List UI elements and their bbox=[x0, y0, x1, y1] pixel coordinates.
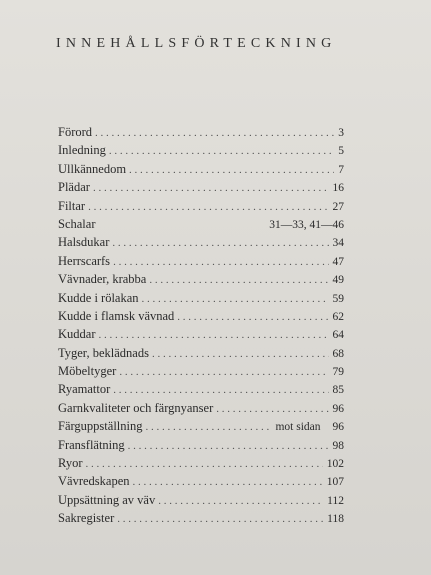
toc-entry-page: 27 bbox=[332, 200, 344, 213]
toc-entry bbox=[58, 160, 344, 178]
toc-entry-page: 96 bbox=[332, 421, 344, 434]
toc-entry bbox=[58, 380, 344, 398]
toc-entry-title: Förord bbox=[58, 125, 93, 139]
dot-leader bbox=[109, 142, 334, 160]
toc-entry-page: 107 bbox=[326, 476, 344, 489]
toc-entry bbox=[58, 472, 344, 490]
dot-leader bbox=[216, 400, 328, 418]
toc-entry-title: Plädar bbox=[58, 180, 90, 195]
toc-entry-page: 64 bbox=[332, 329, 344, 342]
dot-leader bbox=[142, 290, 329, 308]
toc-entry-page: 68 bbox=[332, 347, 344, 360]
toc-entry-page: 5 bbox=[338, 145, 344, 158]
toc-entry-title: Tyger, beklädnads bbox=[58, 345, 149, 360]
dot-leader bbox=[86, 455, 323, 473]
toc-entry-title: Ryamattor bbox=[58, 382, 111, 397]
dot-leader bbox=[152, 345, 329, 363]
toc-entry-title: Schalar bbox=[58, 216, 96, 231]
toc-entry bbox=[58, 289, 344, 307]
toc-entry-page: 34 bbox=[332, 237, 344, 250]
dot-leader bbox=[93, 179, 329, 197]
toc-entry bbox=[58, 417, 344, 435]
table-of-contents bbox=[58, 123, 344, 528]
toc-entry bbox=[58, 197, 344, 215]
toc-entry-page: 59 bbox=[332, 292, 344, 305]
dot-leader bbox=[129, 161, 334, 179]
page-heading: INNEHÅLLSFÖRTECKNING bbox=[56, 36, 337, 51]
toc-entry-title: Garnkvaliteter och färgnyanser bbox=[58, 400, 214, 415]
toc-entry-title: Kudde i rölakan bbox=[58, 290, 139, 305]
toc-entry bbox=[58, 344, 344, 362]
toc-entry-page: 112 bbox=[327, 494, 344, 507]
toc-entry bbox=[58, 436, 344, 454]
dot-leader bbox=[146, 418, 272, 436]
toc-entry-page: 96 bbox=[332, 402, 344, 415]
toc-entry-note: mot sidan bbox=[275, 421, 321, 434]
toc-entry-page: 85 bbox=[332, 384, 344, 397]
dot-leader bbox=[88, 198, 328, 216]
dot-leader bbox=[117, 510, 323, 528]
toc-entry-page: 79 bbox=[332, 366, 344, 379]
toc-entry-title: Vävredskapen bbox=[58, 474, 130, 489]
toc-entry-title: Ryor bbox=[58, 456, 83, 471]
toc-entry-title: Uppsättning av väv bbox=[58, 492, 156, 507]
toc-entry-title: Färguppställning bbox=[58, 419, 143, 434]
dot-leader bbox=[95, 124, 334, 142]
toc-entry bbox=[58, 325, 344, 343]
toc-entry-title: Herrscarfs bbox=[58, 253, 111, 268]
toc-entry-title: Fransflätning bbox=[58, 437, 125, 452]
toc-entry-page: 47 bbox=[332, 255, 344, 268]
dot-leader bbox=[128, 437, 329, 455]
toc-entry bbox=[58, 491, 344, 509]
dot-leader bbox=[119, 363, 328, 381]
toc-entry bbox=[58, 233, 344, 251]
toc-entry bbox=[58, 399, 344, 417]
toc-entry bbox=[58, 509, 344, 527]
dot-leader bbox=[158, 492, 323, 510]
toc-entry-title: Kudde i flamsk vävnad bbox=[58, 308, 175, 323]
toc-entry-page: 31—33, 41—46 bbox=[269, 218, 344, 231]
toc-entry-title: Filtar bbox=[58, 198, 86, 213]
toc-entry bbox=[58, 123, 344, 141]
toc-entry-title: Inledning bbox=[58, 143, 106, 158]
toc-entry-title: Halsdukar bbox=[58, 235, 110, 250]
dot-leader bbox=[99, 326, 329, 344]
toc-entry-page: 98 bbox=[332, 439, 344, 452]
toc-entry bbox=[58, 141, 344, 159]
toc-entry bbox=[58, 215, 344, 233]
toc-entry-title: Möbeltyger bbox=[58, 364, 117, 379]
toc-entry bbox=[58, 307, 344, 325]
dot-leader bbox=[133, 473, 323, 491]
toc-entry bbox=[58, 178, 344, 196]
toc-entry-page: 16 bbox=[332, 182, 344, 195]
toc-entry-page: 7 bbox=[338, 163, 344, 176]
toc-entry bbox=[58, 454, 344, 472]
toc-entry-page: 49 bbox=[332, 274, 344, 287]
toc-entry-page: 102 bbox=[326, 458, 344, 471]
toc-entry-title: Vävnader, krabba bbox=[58, 272, 147, 287]
dot-leader bbox=[113, 381, 328, 399]
toc-entry-title: Ullkännedom bbox=[58, 161, 127, 176]
toc-entry bbox=[58, 252, 344, 270]
dot-leader bbox=[149, 271, 328, 289]
toc-entry bbox=[58, 362, 344, 380]
toc-entry-page: 62 bbox=[332, 310, 344, 323]
toc-entry bbox=[58, 270, 344, 288]
toc-entry-page: 3 bbox=[338, 127, 344, 139]
toc-entry-title: Sakregister bbox=[58, 511, 115, 526]
toc-entry-title: Kuddar bbox=[58, 327, 96, 342]
toc-entry-page: 118 bbox=[327, 513, 344, 526]
dot-leader bbox=[112, 234, 328, 252]
dot-leader bbox=[113, 253, 328, 271]
dot-leader bbox=[177, 308, 328, 326]
